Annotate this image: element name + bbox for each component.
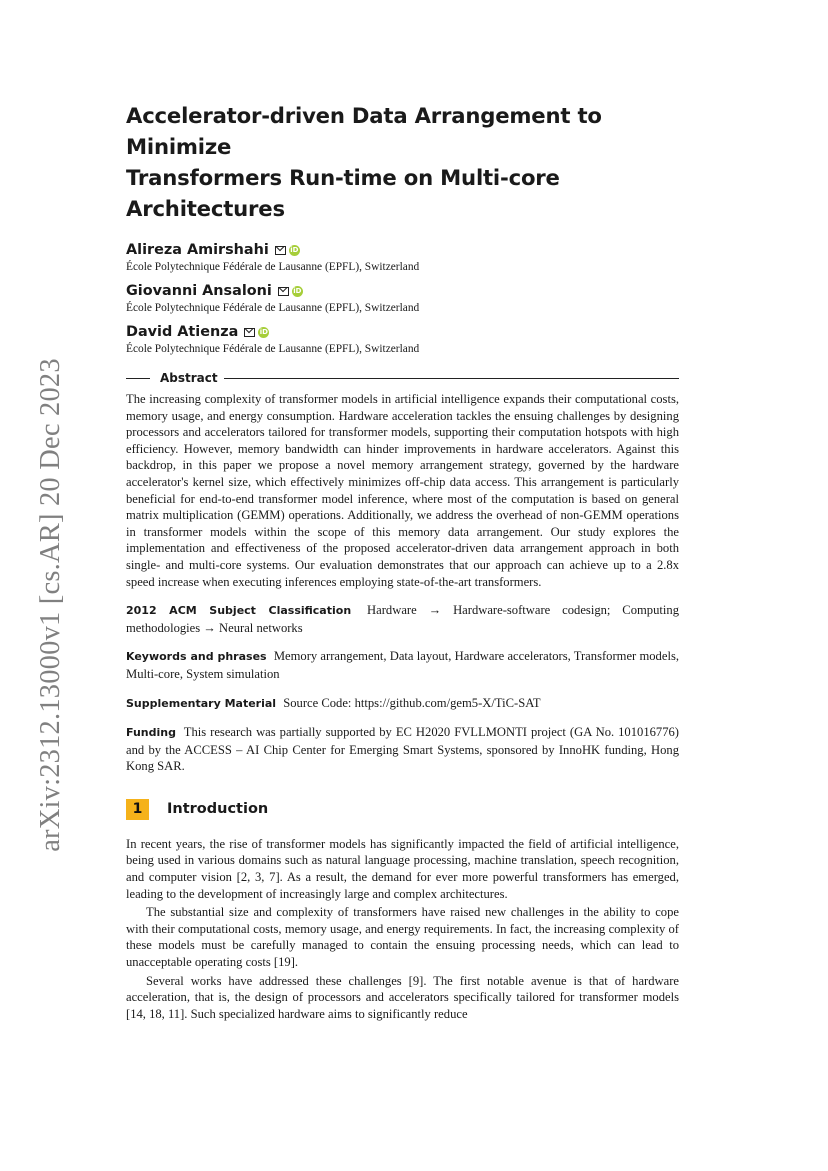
author-affiliation: École Polytechnique Fédérale de Lausanne (EPFL), Switzerland [126,261,420,273]
section-heading [126,799,679,820]
paper-page [126,100,679,1022]
author-affiliation: École Polytechnique Fédérale de Lausanne (EPFL), Switzerland [126,343,420,355]
paper-title [126,100,679,224]
abstract-text: The increasing complexity of transformer models in artificial intelligence expands their computational costs, memory usage, and energy consumption. Hardware acceleration tackles the ensuing challenges by designing processors and accelerators tailored for transformer models, supporting their computation hotspots with high efficiency. However, memory bandwidth can hinder improvements in hardware accelerators. Against this backdrop, in this paper we propose a novel memory arrangement strategy, governed by the hardware accelerator's kernel size, which effectively minimizes off-chip data access. This arrangement is particularly beneficial for end-to-end transformer model inference, where most of the computation is based on general matrix multiplication (GEMM) operations. Additionally, we address the overhead of non-GEMM operations in transformer models within the scope of this memory data arrangement. Our study explores the implementation and effectiveness of the proposed accelerator-driven data arrangement approach in both single- and multi-core systems. Our evaluation demonstrates that our approach can achieve up to a 2.8x speed increase when executing inferences employing state-of-the-art transformers. [126,392,679,589]
funding-text: This research was partially supported by EC H2020 FVLLMONTI project (GA No. 101016776) and by the ACCESS – AI Chip Center for Emerging Smart Systems, sponsored by InnoHK funding, Hong Kong SAR. [126,725,679,774]
orcid-icon[interactable]: iD [293,286,302,295]
mail-icon[interactable] [278,287,289,296]
mail-icon[interactable] [244,328,255,337]
mail-icon[interactable] [275,246,286,255]
section-number: 1 [126,799,149,820]
author-entry [126,322,679,357]
title-line-2: Transformers Run-time on Multi-core Architectures [126,165,560,221]
funding-label: Funding [126,726,176,740]
funding [126,724,679,775]
keywords-text: Memory arrangement, Data layout, Hardware accelerators, Transformer models, Multi-core, System simulation [126,649,679,681]
author-entry [126,240,679,275]
author-entry [126,281,679,316]
supplementary-label: Supplementary Material [126,696,277,710]
supplementary-link[interactable]: Source Code: https://github.com/gem5-X/TiC-SAT [283,695,541,710]
author-list [126,240,679,357]
keywords [126,648,679,682]
abstract-heading-text: Abstract [160,371,218,385]
author-affiliation: École Polytechnique Fédérale de Lausanne (EPFL), Switzerland [126,302,420,314]
body-paragraph: The substantial size and complexity of transformers have raised new challenges in the ability to cope with their computational costs, memory usage, and energy requirements. In fact, the increasing complexity of these models must be carefully managed to contain the ensuing processing needs, which can lead to unacceptable operating costs [19]. [126,905,679,970]
abstract-heading [126,371,679,385]
author-name: Alireza Amirshahi [126,242,269,258]
body-paragraph: Several works have addressed these challenges [9]. The first notable avenue is that of hardware acceleration, that is, the design of processors and accelerators specifically tailored for transformer models [14, 18, 11]. Such specialized hardware aims to significantly reduce [126,973,679,1021]
body-paragraph: In recent years, the rise of transformer models has significantly impacted the field of artificial intelligence, being used in various domains such as natural language processing, machine translation, speech recognition, and computer vision [2, 3, 7]. As a result, the demand for ever more powerful transformers has emerged, leading to the development of increasingly large and complex architectures. [126,836,679,901]
supplementary-material [126,695,679,713]
keywords-label: Keywords and phrases [126,650,267,664]
acm-text: Hardware → Hardware-software codesign; Computing methodologies → Neural networks [126,603,679,635]
author-name: David Atienza [126,324,239,340]
orcid-icon[interactable]: iD [259,327,268,336]
arxiv-identifier-text: arXiv:2312.13000v1 [cs.AR] 20 Dec 2023 [35,358,67,852]
title-line-1: Accelerator-driven Data Arrangement to Minimize [126,103,602,159]
acm-label: 2012 ACM Subject Classification [126,604,352,618]
abstract-rule-left [126,378,150,379]
abstract-rule-right [224,378,679,379]
author-name: Giovanni Ansaloni [126,283,272,299]
acm-classification [126,602,679,636]
orcid-icon[interactable]: iD [290,245,299,254]
section-title: Introduction [167,801,269,818]
arxiv-side-identifier [16,360,86,850]
